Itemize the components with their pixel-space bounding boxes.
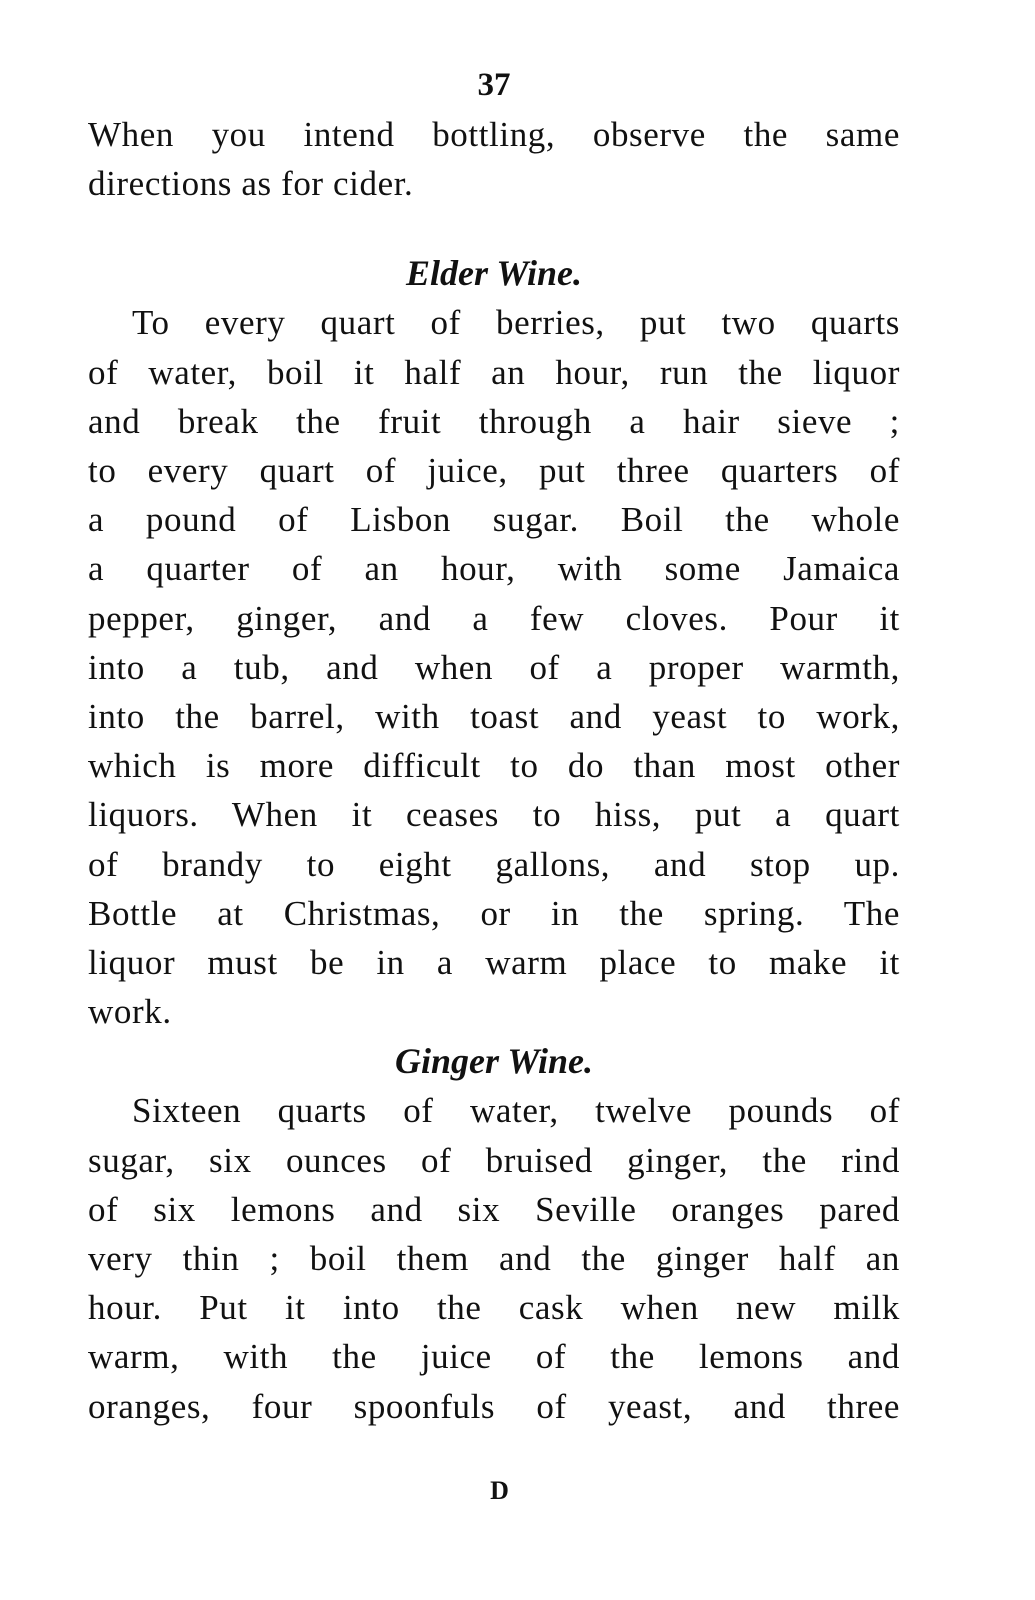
text-line: into the barrel, with toast and yeast to work, — [88, 697, 900, 737]
signature-mark: D — [490, 1476, 510, 1505]
text-line: and break the fruit through a hair sieve ; — [88, 401, 900, 441]
text-line: a pound of Lisbon sugar. Boil the whole — [88, 500, 900, 540]
text-line: directions as for cider. — [88, 164, 414, 204]
text-line: Bottle at Christmas, or in the spring. The — [88, 893, 900, 933]
text-line: oranges, four spoonfuls of yeast, and three — [88, 1386, 900, 1426]
page-number: 37 — [477, 67, 511, 103]
book-page — [88, 60, 900, 1431]
elder-wine-paragraph — [88, 298, 900, 1036]
text-line: very thin ; boil them and the ginger half an — [88, 1239, 900, 1279]
ginger-wine-paragraph — [88, 1086, 900, 1430]
text-line: which is more difficult to do than most other — [88, 746, 900, 786]
text-line: of six lemons and six Seville oranges pared — [88, 1189, 900, 1229]
text-line: When you intend bottling, observe the same — [88, 115, 900, 154]
text-line: pepper, ginger, and a few cloves. Pour it — [88, 598, 900, 638]
text-line: of brandy to eight gallons, and stop up. — [88, 844, 900, 884]
text-line: a quarter of an hour, with some Jamaica — [88, 549, 900, 589]
text-line: liquor must be in a warm place to make it — [88, 943, 900, 983]
intro-paragraph — [88, 110, 900, 208]
text-line: To every quart of berries, put two quarts — [132, 303, 900, 343]
text-line: hour. Put it into the cask when new milk — [88, 1288, 900, 1328]
text-line: into a tub, and when of a proper warmth, — [88, 647, 900, 687]
text-line: sugar, six ounces of bruised ginger, the rind — [88, 1140, 900, 1180]
text-line: warm, with the juice of the lemons and — [88, 1337, 900, 1377]
text-line: liquors. When it ceases to hiss, put a quart — [88, 795, 900, 835]
text-line: of water, boil it half an hour, run the liquor — [88, 352, 900, 392]
text-line: Sixteen quarts of water, twelve pounds of — [132, 1091, 900, 1131]
section-heading-ginger-wine: Ginger Wine. — [394, 1041, 594, 1082]
text-line: work. — [88, 992, 172, 1032]
text-line: to every quart of juice, put three quarters of — [88, 451, 900, 491]
section-heading-elder-wine: Elder Wine. — [405, 253, 583, 294]
